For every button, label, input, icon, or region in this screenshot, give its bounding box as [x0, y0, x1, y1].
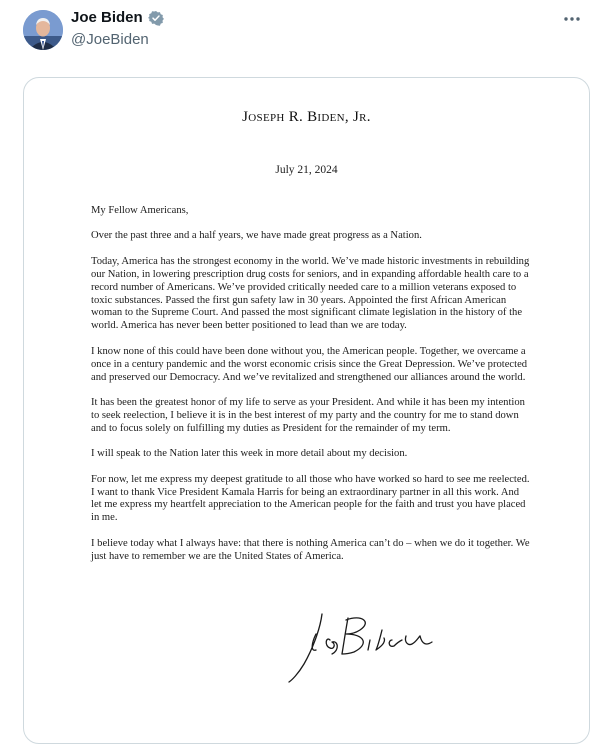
letter-paragraph: Today, America has the strongest economy in the world. We’ve made historic investments in rebuilding our Nation, in lowering prescription drug costs for seniors, and in expanding affordable health care to a record number of Americans. We’ve provided critically needed care to a million veterans exposed to toxic substances. Passed the first gun safety law in 30 years. Appointed the first African American woman to the Supreme Court. And passed the most significant climate legislation in the history of the world. America has never been better positioned to lead than we are today.: [91, 255, 530, 332]
display-name[interactable]: Joe Biden: [71, 9, 143, 26]
avatar-image: [23, 10, 63, 50]
user-handle[interactable]: @JoeBiden: [71, 31, 149, 48]
signature: [286, 606, 436, 686]
verified-badge-icon: [148, 10, 164, 26]
more-options-icon[interactable]: [559, 8, 585, 30]
media-card[interactable]: [23, 77, 590, 744]
letter-paragraph: I believe today what I always have: that there is nothing America can’t do – when we do it together. We just have to remember we are the United States of America.: [91, 537, 530, 562]
letter-date: July 21, 2024: [275, 164, 338, 176]
letter-paragraph: I know none of this could have been done without you, the American people. Together, we overcame a once in a century pandemic and the worst economic crisis since the Great Depression. We’ve protected and preserved our Democracy. And we’ve revitalized and strengthened our alliances around the world.: [91, 345, 528, 383]
letterhead: Joseph R. Biden, Jr.: [242, 109, 371, 125]
letter-image: [24, 78, 589, 743]
name-row: [71, 9, 164, 26]
letter-paragraph: For now, let me express my deepest gratitude to all those who have worked so hard to see me reelected. I want to thank Vice President Kamala Harris for being an extraordinary partner in all this work. And let me express my heartfelt appreciation to the American people for the faith and trust you have placed in me.: [91, 473, 530, 524]
letter-body: [91, 205, 531, 576]
letter-paragraph: Over the past three and a half years, we have made great progress as a Nation.: [91, 230, 422, 242]
letter-greeting: My Fellow Americans,: [91, 205, 189, 216]
letter-paragraph: I will speak to the Nation later this week in more detail about my decision.: [91, 448, 408, 460]
letter-paragraph: It has been the greatest honor of my life to serve as your President. And while it has been my intention to seek reelection, I believe it is in the best interest of my party and the country for me to stand down and to focus solely on fulfilling my duties as President for the remainder of my term.: [91, 396, 525, 434]
avatar[interactable]: [23, 10, 63, 50]
